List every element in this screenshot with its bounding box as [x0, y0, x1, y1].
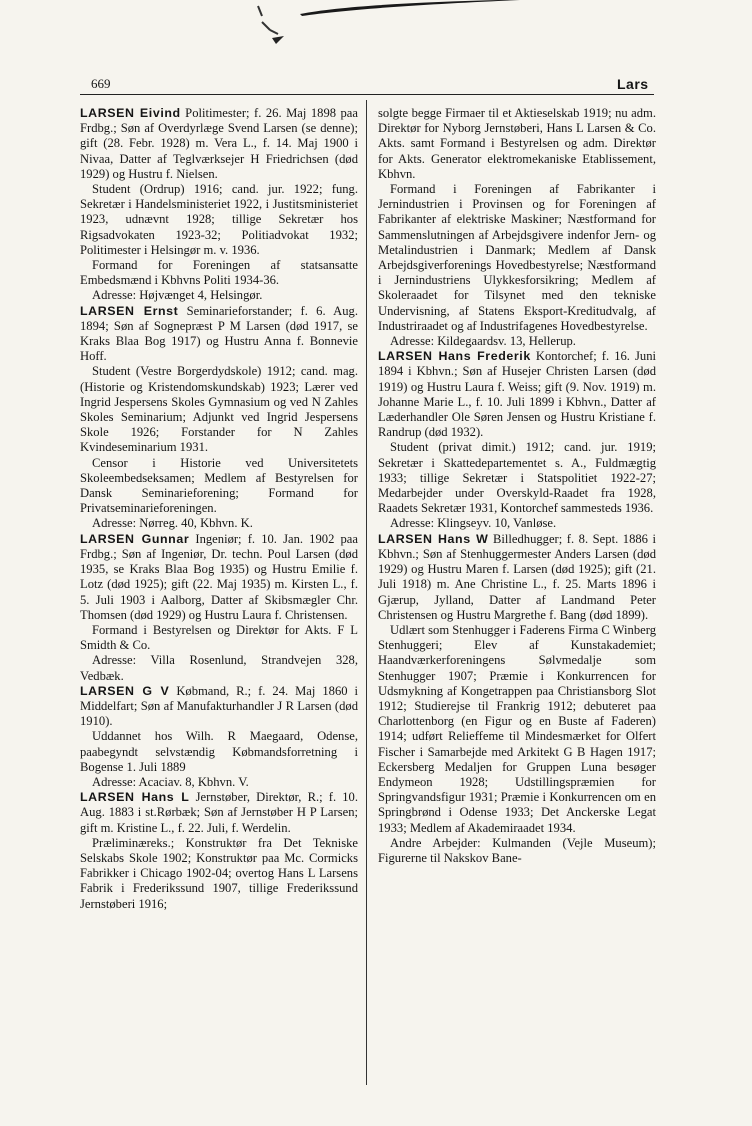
entry-address: Adresse: Nørreg. 40, Kbhvn. K.	[92, 516, 253, 531]
entry-name: LARSEN Hans Frederik	[378, 349, 531, 364]
entry-bio: Købmand, R.; f. 24. Maj 1860 i Middelfart; Søn af Manufakturhandler J R Larsen (død 1910).	[80, 683, 358, 729]
entry-larsen-hans-l	[80, 790, 358, 912]
entry-name: LARSEN Eivind	[80, 106, 181, 120]
entry-career: Student (privat dimit.) 1912; cand. jur. 1919; Sekretær i Skattedepartementet s. A., Fuldmægtig 1933; tillige Sekretær i Statspolitiet 1922-27; Medarbejder under Overskyld-Raadet fra 1928, Raadets Sekretær 1931, Kontorchef sammesteds 1936.	[378, 440, 656, 516]
entry-career: Student (Vestre Borgerdydskole) 1912; cand. mag. (Historie og Kristendomskundskab) 1923; Lærer ved Ingrid Jespersens Skoles Gymnasium og ved N Zahles Skoles Seminarium; Adjunkt ved Ingrid Jespersens Skole 1926; Forstander for N Zahles Kvindeseminarium 1931.	[80, 364, 358, 455]
entry-bio: Seminarieforstander; f. 6. Aug. 1894; Søn af Sognepræst P M Larsen (død 1917, se Kraks Blaa Bog 1917) og Hustru Anna f. Bonnevie Hoff.	[80, 303, 358, 364]
entry-larsen-hans-w	[378, 532, 656, 866]
entry-larsen-eivind	[80, 106, 358, 304]
entry-address: Adresse: Kildegaardsv. 13, Hellerup.	[390, 334, 576, 349]
entry-career: Præliminæreks.; Konstruktør fra Det Tekniske Selskabs Skole 1902; Konstruktør paa Mc. Cormicks Fabrikker i Chicago 1902-04; overtog Hans L Larsens Fabrik i Frederikssund 1907, tillige Frederikssund Jernstøberi 1916;	[80, 835, 358, 911]
entry-continuation: solgte begge Firmaer til et Aktieselskab 1919; nu adm. Direktør for Nyborg Jernstøberi, Hans L Larsen & Co. Akts. samt Formand i Bestyrelsen og adm. Direktør for Akts. Generator elektromekaniske Etablissement, Kbhvn.	[378, 106, 656, 181]
entry-bio: Kontorchef; f. 16. Juni 1894 i Kbhvn.; Søn af Husejer Christen Larsen (død 1919) og Hustru Laura f. Weiss; gift (9. Nov. 1919) m. Johanne Marie L., f. 10. Juli 1899 i Kbhvn., Datter af Læderhandler Ole Søren Jensen og Hustru Kristiane f. Randrup (død 1932).	[378, 349, 656, 440]
entry-larsen-ernst	[80, 304, 358, 532]
scan-mark	[0, 0, 752, 60]
header-rule	[80, 94, 654, 95]
entry-career: Student (Ordrup) 1916; cand. jur. 1922; fung. Sekretær i Handelsministeriet 1922, i Justitsministeriet 1923, udnævnt 1928; tillige Sekretær hos Rigsadvokaten 1923-32; Politiadvokat 1932; Politimester i Helsingør m. v. 1936.	[80, 182, 358, 257]
entry-address: Adresse: Klingseyv. 10, Vanløse.	[390, 516, 557, 531]
entry-name: LARSEN Hans W	[378, 531, 489, 546]
entry-name: LARSEN Ernst	[80, 303, 179, 318]
entry-bio: Politimester; f. 26. Maj 1898 paa Frdbg.; Søn af Overdyrlæge Svend Larsen (se denne); gift (28. Febr. 1928) m. Vera L., f. 14. Maj 1900 i Nivaa, Datter af Teglværksejer H Friedrichsen (død 1929) og Hustru f. Nielsen.	[80, 106, 358, 181]
entry-works: Andre Arbejder: Kulmanden (Vejle Museum); Figurerne til Nakskov Bane-	[378, 835, 656, 865]
right-column	[378, 106, 656, 866]
entry-larsen-g-v	[80, 684, 358, 790]
entry-bio: Jernstøber, Direktør, R.; f. 10. Aug. 1883 i st.Rørbæk; Søn af Jernstøber H P Larsen; gift m. Kristine L., f. 22. Juli, f. Werdelin.	[80, 790, 358, 835]
page-number: 669	[91, 76, 111, 91]
column-divider	[366, 100, 367, 1085]
entry-address: Adresse: Højvænget 4, Helsingør.	[92, 288, 263, 303]
entry-offices: Censor i Historie ved Universitetets Skoleembedseksamen; Medlem af Bestyrelsen for Dansk Seminarieforening; Formand for Privatseminarieforeningen.	[80, 455, 358, 516]
entry-name: LARSEN G V	[80, 683, 170, 698]
entry-offices: Formand i Foreningen af Fabrikanter i Jernindustrien i Provinsen og for Foreningen af Fabrikanter af elektriske Maskiner; Næstformand for Sammenslutningen af Arbejdsgivere indenfor Jern- og Metalindustrien i Danmark; Medlem af Dansk Arbejdsgiverforenings Hovedbestyrelse; Næstformand i Jernindustriens Ulykkesforsikring; Medlem af Skoleraadet for Tilsynet med den tekniske Undervisning, af Statens Eksport-Kreditudvalg, af Industriraadet og af Industrifagenes Hovedbestyrelse.	[378, 182, 656, 333]
entry-larsen-hans-l-continued	[378, 106, 656, 349]
entry-name: LARSEN Hans L	[80, 790, 190, 805]
entry-career: Uddannet hos Wilh. R Maegaard, Odense, paabegyndt selvstændig Købmandsforretning i Bogense 1. Juli 1889	[80, 729, 358, 774]
entry-offices: Formand for Foreningen af statsansatte Embedsmænd i Kbhvns Politi 1934-36.	[80, 258, 358, 288]
entry-address: Adresse: Acaciav. 8, Kbhvn. V.	[92, 774, 249, 789]
entry-career: Udlært som Stenhugger i Faderens Firma C Winberg Stenhuggeri; Elev af Kunstakademiet; Haandværkerforeningens Sølvmedalje som Stenhugger 1907; Præmie i Konkurrencen for Udsmykning af Kongetrappen paa Christiansborg Slot 1912; Studierejse til Frankrig 1912; debuteret paa Charlottenborg (en Figur og en Buste af Faderen) 1914; udført Relieffeme til Mindesmærket for Olfert Fischer i Samarbejde med Arkitekt G B Hagen 1917; Eckersberg Medaljen for Gruppen Luna besøger Endymeon 1928; Udstillingspræmien for Springvandsfigur 1931; Præmie i Konkurrencen om en Springbrønd i Odense 1933; Det Anckerske Legat 1933; Medlem af Akademiraadet 1934.	[378, 622, 656, 835]
entry-larsen-gunnar	[80, 532, 358, 684]
entry-bio: Ingeniør; f. 10. Jan. 1902 paa Frdbg.; Søn af Ingeniør, Dr. techn. Poul Larsen (død 1935, se Kraks Blaa Bog 1935) og Hustru Emilie f. Lotz (død 1925); gift (22. Maj 1935) m. Kirsten L., f. 5. Juli 1903 i Aalborg, Datter af Skibsmægler Chr. Thomsen (død 1929) og Hustru Laura f. Christensen.	[80, 531, 358, 622]
left-column	[80, 106, 358, 912]
entry-name: LARSEN Gunnar	[80, 531, 190, 546]
entry-career: Formand i Bestyrelsen og Direktør for Akts. F L Smidth & Co.	[80, 622, 358, 653]
running-head: Lars	[617, 76, 649, 92]
entry-larsen-hans-frederik	[378, 349, 656, 531]
entry-bio: Billedhugger; f. 8. Sept. 1886 i Kbhvn.; Søn af Stenhuggermester Anders Larsen (død 1929) og Hustru Maren f. Larsen (død 1925); gift (21. Juli 1918) m. Ane Christine L., f. 25. Marts 1896 i Gjærup, Jylland, Datter af Landmand Peter Christensen og Hustru Margrethe f. Bang (død 1899).	[378, 531, 657, 622]
entry-address: Adresse: Villa Rosenlund, Strandvejen 328, Vedbæk.	[80, 653, 358, 683]
